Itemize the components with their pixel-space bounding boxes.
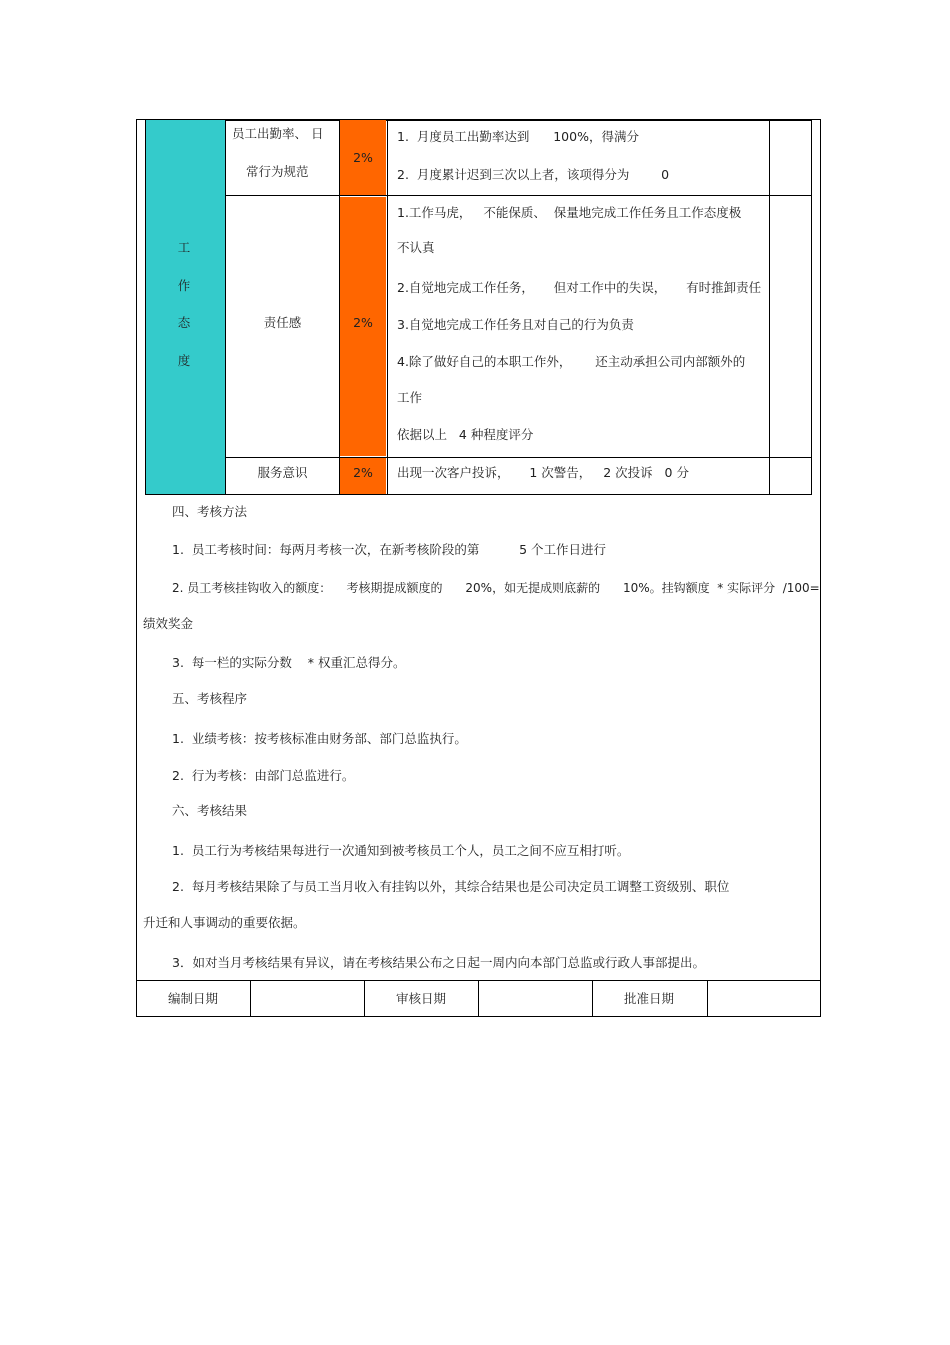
method-item-2: 2. 员工考核挂钩收入的额度： 考核期提成额度的 20%，如无提成则底薪的 10%。挂钩额度 * 实际评分 /100= (172, 581, 820, 595)
method-item-2-cont: 绩效奖金 (143, 616, 194, 631)
result-item-1: 1. 员工行为考核结果每进行一次通知到被考核员工个人，员工之间不应互相打听。 (172, 843, 630, 858)
table-vline (225, 120, 226, 495)
item-service: 服务意识 (257, 465, 308, 480)
category-cell-fill (146, 120, 225, 494)
section-title-method: 四、考核方法 (172, 504, 248, 519)
section-title-result: 六、考核结果 (172, 803, 248, 818)
weight-attendance: 2% (353, 150, 373, 165)
result-item-3: 3．如对当月考核结果有异议，请在考核结果公布之日起一周内向本部门总监或行政人事部提出。 (172, 955, 705, 970)
category-char: 工 (177, 240, 191, 255)
item-responsibility: 责任感 (263, 315, 302, 330)
category-char: 作 (177, 278, 191, 293)
item-attendance-line-2: 常行为规范 (246, 164, 309, 179)
criteria-responsibility-4: 3.自觉地完成工作任务且对自己的行为负责 (397, 317, 634, 332)
reviewed-date-label: 审核日期 (395, 991, 446, 1006)
criteria-responsibility-3: 2.自觉地完成工作任务， 但对工作中的失误， 有时推卸责任 (397, 280, 762, 295)
criteria-responsibility-2: 不认真 (397, 240, 435, 255)
result-item-2-cont: 升迁和人事调动的重要依据。 (143, 915, 306, 930)
criteria-responsibility-6: 工作 (397, 390, 423, 405)
category-char: 态 (177, 315, 191, 330)
criteria-responsibility-5: 4.除了做好自己的本职工作外， 还主动承担公司内部额外的 (397, 354, 746, 369)
criteria-responsibility-1: 1.工作马虎， 不能保质、 保量地完成工作任务且工作态度极 (397, 205, 742, 220)
table-vline (769, 120, 770, 495)
criteria-attendance-2: 2. 月度累计迟到三次以上者，该项得分为 0 (397, 167, 670, 182)
result-item-2: 2. 每月考核结果除了与员工当月收入有挂钩以外，其综合结果也是公司决定员工调整工资级别、职位 (172, 879, 730, 894)
table-hline (225, 457, 812, 458)
procedure-item-1: 1. 业绩考核：按考核标准由财务部、部门总监执行。 (172, 731, 467, 746)
weight-service: 2% (353, 465, 373, 480)
prepared-date-label: 编制日期 (167, 991, 218, 1006)
table-vline (339, 120, 340, 495)
criteria-service: 出现一次客户投诉， 1 次警告， 2 次投诉 0 分 (397, 465, 689, 480)
procedure-item-2: 2. 行为考核：由部门总监进行。 (172, 768, 355, 783)
method-item-1: 1. 员工考核时间：每两月考核一次，在新考核阶段的第 5 个工作日进行 (172, 542, 607, 557)
section-title-procedure: 五、考核程序 (172, 691, 248, 706)
method-item-3: 3. 每一栏的实际分数 * 权重汇总得分。 (172, 655, 406, 670)
item-attendance-line-1: 员工出勤率、 日 (232, 126, 324, 141)
table-hline (225, 195, 812, 196)
footer-vline (478, 980, 479, 1017)
approved-date-label: 批准日期 (623, 991, 674, 1006)
category-char: 度 (177, 353, 191, 368)
footer-vline (250, 980, 251, 1017)
criteria-responsibility-7: 依据以上 4 种程度评分 (397, 427, 534, 442)
table-vline (387, 120, 388, 495)
footer-vline (707, 980, 708, 1017)
weight-responsibility: 2% (353, 315, 373, 330)
criteria-attendance-1: 1. 月度员工出勤率达到 100%，得满分 (397, 129, 639, 144)
